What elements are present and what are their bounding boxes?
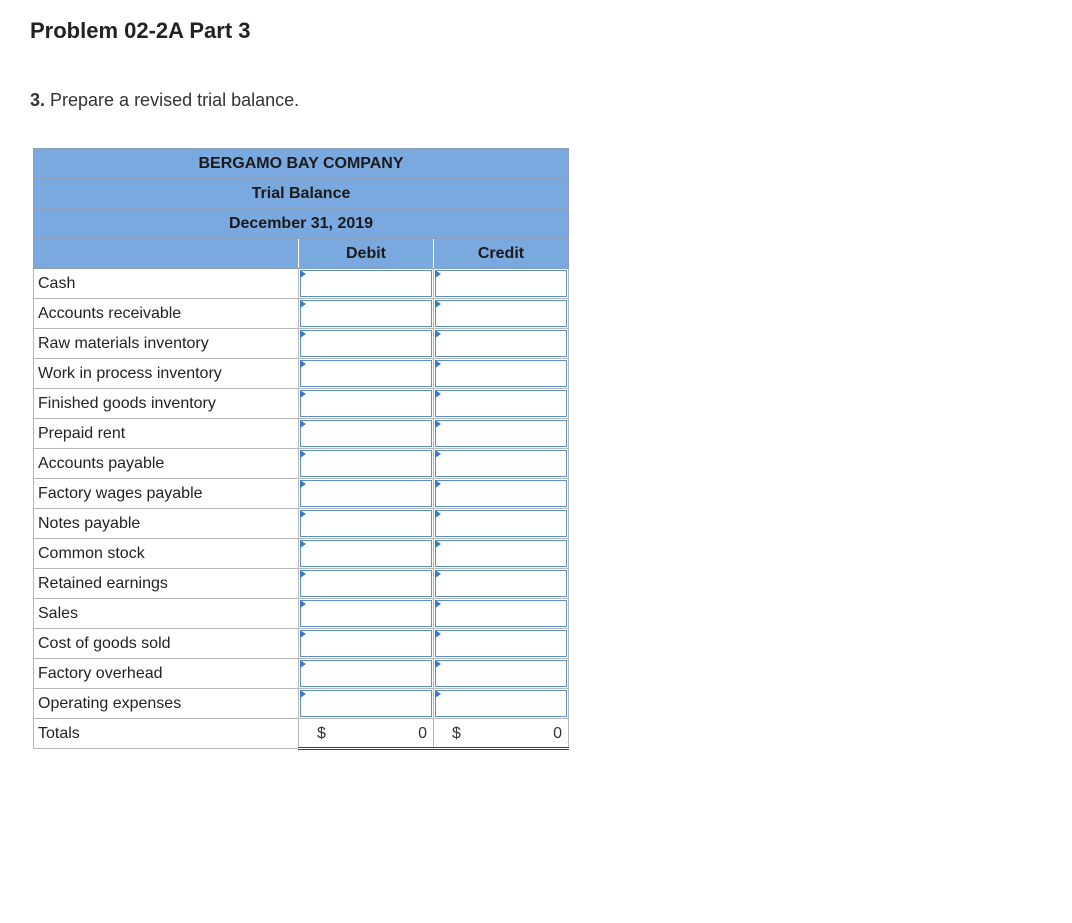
- cell-marker-icon: [300, 360, 306, 368]
- statement-title: Trial Balance: [34, 179, 569, 209]
- credit-cell: [434, 449, 569, 479]
- debit-input[interactable]: [300, 420, 432, 447]
- credit-input[interactable]: [435, 570, 567, 597]
- credit-cell: [434, 659, 569, 689]
- cell-marker-icon: [435, 330, 441, 338]
- cell-marker-icon: [435, 540, 441, 548]
- account-name: Retained earnings: [34, 569, 299, 599]
- credit-cell: [434, 479, 569, 509]
- debit-total-cell: [299, 719, 434, 749]
- cell-marker-icon: [435, 420, 441, 428]
- cell-marker-icon: [435, 690, 441, 698]
- table-row: [34, 509, 569, 539]
- table-row: [34, 599, 569, 629]
- account-rows: [34, 269, 569, 749]
- credit-cell: [434, 599, 569, 629]
- page-title: Problem 02-2A Part 3: [30, 18, 251, 43]
- account-name: Finished goods inventory: [34, 389, 299, 419]
- debit-input[interactable]: [300, 480, 432, 507]
- debit-cell: [299, 389, 434, 419]
- cell-marker-icon: [300, 660, 306, 668]
- credit-column-header: Credit: [434, 239, 569, 269]
- debit-input[interactable]: [300, 540, 432, 567]
- debit-input[interactable]: [300, 690, 432, 717]
- credit-input[interactable]: [435, 270, 567, 297]
- debit-total-value: 0: [418, 725, 427, 742]
- table-row: [34, 329, 569, 359]
- debit-cell: [299, 449, 434, 479]
- cell-marker-icon: [435, 270, 441, 278]
- debit-input[interactable]: [300, 360, 432, 387]
- cell-marker-icon: [300, 300, 306, 308]
- credit-cell: [434, 359, 569, 389]
- credit-cell: [434, 509, 569, 539]
- cell-marker-icon: [435, 510, 441, 518]
- credit-input[interactable]: [435, 450, 567, 477]
- cell-marker-icon: [300, 390, 306, 398]
- cell-marker-icon: [435, 600, 441, 608]
- cell-marker-icon: [300, 600, 306, 608]
- cell-marker-icon: [300, 270, 306, 278]
- debit-input[interactable]: [300, 510, 432, 537]
- credit-total-cell: [434, 719, 569, 749]
- account-name: Accounts receivable: [34, 299, 299, 329]
- credit-input[interactable]: [435, 390, 567, 417]
- cell-marker-icon: [300, 420, 306, 428]
- debit-cell: [299, 569, 434, 599]
- account-name: Sales: [34, 599, 299, 629]
- account-name: Raw materials inventory: [34, 329, 299, 359]
- cell-marker-icon: [435, 390, 441, 398]
- table-row: [34, 449, 569, 479]
- cell-marker-icon: [435, 450, 441, 458]
- debit-input[interactable]: [300, 600, 432, 627]
- credit-cell: [434, 629, 569, 659]
- table-row: [34, 299, 569, 329]
- credit-input[interactable]: [435, 360, 567, 387]
- account-name: Common stock: [34, 539, 299, 569]
- debit-cell: [299, 479, 434, 509]
- credit-input[interactable]: [435, 660, 567, 687]
- totals-label: Totals: [34, 719, 299, 749]
- debit-input[interactable]: [300, 300, 432, 327]
- table-row: [34, 689, 569, 719]
- table-row: [34, 629, 569, 659]
- debit-cell: [299, 359, 434, 389]
- cell-marker-icon: [300, 630, 306, 638]
- debit-cell: [299, 539, 434, 569]
- debit-cell: [299, 659, 434, 689]
- cell-marker-icon: [435, 480, 441, 488]
- credit-input[interactable]: [435, 690, 567, 717]
- account-name: Prepaid rent: [34, 419, 299, 449]
- cell-marker-icon: [435, 360, 441, 368]
- trial-balance-table: [33, 148, 569, 750]
- credit-input[interactable]: [435, 630, 567, 657]
- table-row: [34, 539, 569, 569]
- statement-date: December 31, 2019: [34, 209, 569, 239]
- cell-marker-icon: [435, 630, 441, 638]
- cell-marker-icon: [435, 300, 441, 308]
- debit-cell: [299, 329, 434, 359]
- credit-cell: [434, 419, 569, 449]
- debit-cell: [299, 599, 434, 629]
- account-name: Accounts payable: [34, 449, 299, 479]
- account-name: Notes payable: [34, 509, 299, 539]
- account-name: Cost of goods sold: [34, 629, 299, 659]
- account-name: Cash: [34, 269, 299, 299]
- table-row: [34, 269, 569, 299]
- debit-input[interactable]: [300, 660, 432, 687]
- account-name: Work in process inventory: [34, 359, 299, 389]
- debit-input[interactable]: [300, 330, 432, 357]
- debit-cell: [299, 509, 434, 539]
- totals-row: [34, 719, 569, 749]
- instruction: [30, 90, 299, 111]
- account-name: Factory wages payable: [34, 479, 299, 509]
- credit-cell: [434, 329, 569, 359]
- table-row: [34, 479, 569, 509]
- account-name: Operating expenses: [34, 689, 299, 719]
- account-name: Factory overhead: [34, 659, 299, 689]
- instruction-number: 3.: [30, 90, 46, 110]
- credit-input[interactable]: [435, 300, 567, 327]
- cell-marker-icon: [435, 570, 441, 578]
- credit-input[interactable]: [435, 510, 567, 537]
- company-name: BERGAMO BAY COMPANY: [34, 149, 569, 179]
- debit-input[interactable]: [300, 450, 432, 477]
- debit-cell: [299, 419, 434, 449]
- credit-cell: [434, 389, 569, 419]
- debit-input[interactable]: [300, 390, 432, 417]
- cell-marker-icon: [300, 540, 306, 548]
- table-row: [34, 419, 569, 449]
- table-row: [34, 569, 569, 599]
- credit-input[interactable]: [435, 480, 567, 507]
- debit-cell: [299, 689, 434, 719]
- cell-marker-icon: [300, 450, 306, 458]
- cell-marker-icon: [435, 660, 441, 668]
- credit-cell: [434, 299, 569, 329]
- debit-cell: [299, 629, 434, 659]
- cell-marker-icon: [300, 570, 306, 578]
- cell-marker-icon: [300, 690, 306, 698]
- account-column-header: [34, 239, 299, 269]
- debit-cell: [299, 269, 434, 299]
- credit-cell: [434, 539, 569, 569]
- credit-input[interactable]: [435, 330, 567, 357]
- credit-cell: [434, 269, 569, 299]
- table-row: [34, 359, 569, 389]
- debit-column-header: Debit: [299, 239, 434, 269]
- credit-cell: [434, 689, 569, 719]
- credit-input[interactable]: [435, 420, 567, 447]
- debit-cell: [299, 299, 434, 329]
- cell-marker-icon: [300, 480, 306, 488]
- credit-cell: [434, 569, 569, 599]
- debit-input[interactable]: [300, 630, 432, 657]
- table-row: [34, 659, 569, 689]
- debit-input[interactable]: [300, 270, 432, 297]
- credit-input[interactable]: [435, 540, 567, 567]
- credit-total-currency: $: [452, 725, 461, 742]
- table-row: [34, 389, 569, 419]
- credit-input[interactable]: [435, 600, 567, 627]
- debit-total-currency: $: [317, 725, 326, 742]
- cell-marker-icon: [300, 510, 306, 518]
- debit-input[interactable]: [300, 570, 432, 597]
- cell-marker-icon: [300, 330, 306, 338]
- instruction-text: Prepare a revised trial balance.: [45, 90, 300, 110]
- credit-total-value: 0: [553, 725, 562, 742]
